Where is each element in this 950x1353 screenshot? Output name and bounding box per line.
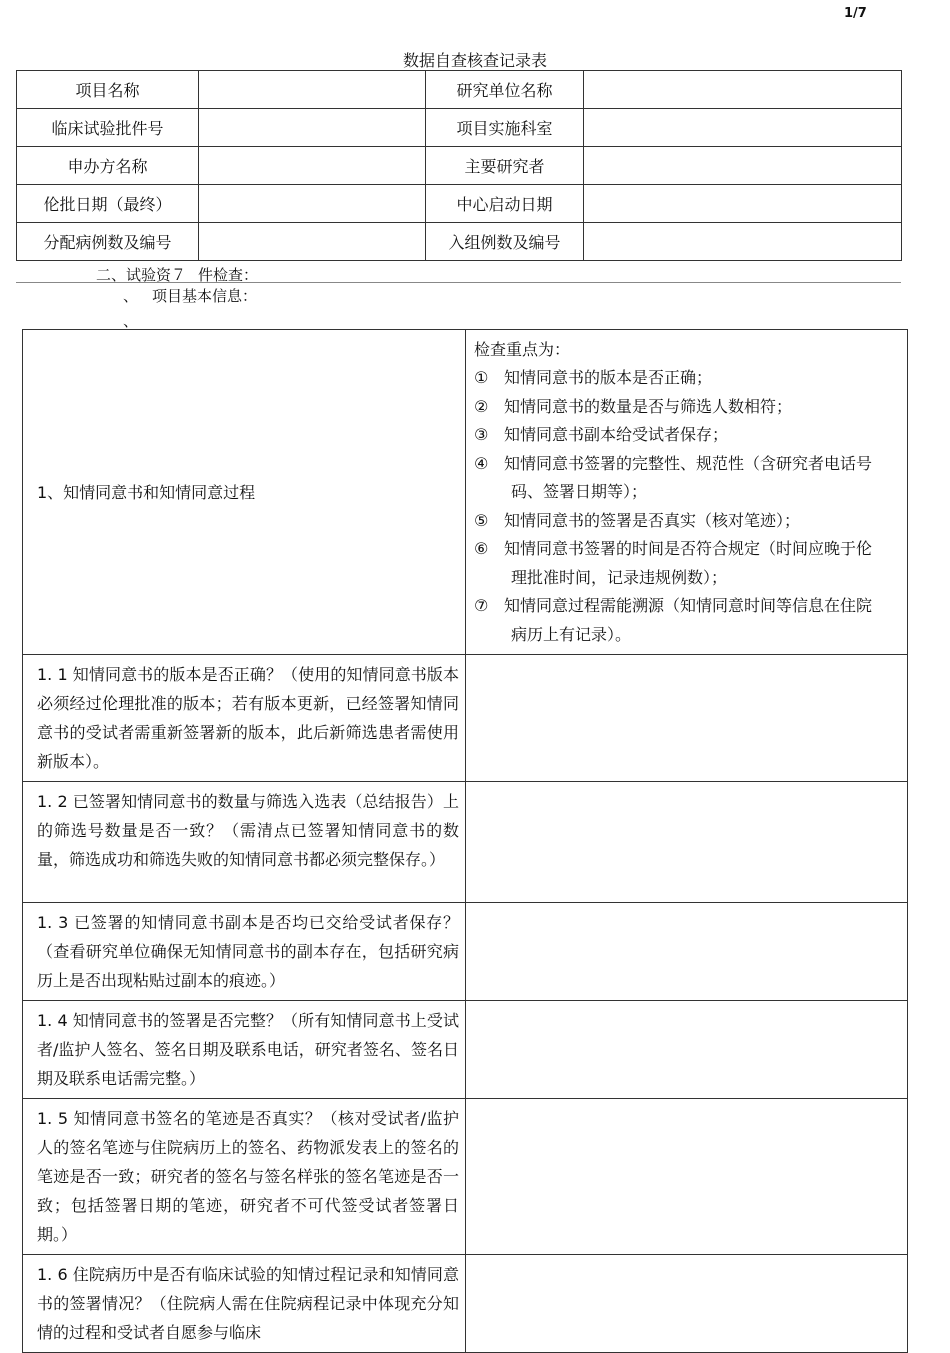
focus-text: 知情同意书的数量是否与筛选人数相符； — [504, 396, 793, 416]
focus-number: ② — [474, 396, 489, 416]
focus-number: ⑦ — [474, 596, 489, 615]
page-number: 1/7 — [844, 6, 867, 21]
focus-item — [474, 364, 901, 393]
list-mark: 、 — [123, 312, 139, 330]
info-label: 研究单位名称 — [426, 71, 584, 109]
focus-title: 检查重点为： — [474, 340, 571, 359]
info-row — [17, 109, 902, 147]
info-value-cell[interactable] — [584, 71, 902, 109]
check-item-title: 1、知情同意书和知情同意过程 — [23, 330, 466, 655]
info-row — [17, 147, 902, 185]
answer-cell[interactable] — [466, 655, 908, 782]
info-label: 申办方名称 — [17, 147, 199, 185]
focus-text: 知情同意书副本给受试者保存； — [504, 425, 729, 444]
section-divider — [16, 282, 901, 283]
answer-cell[interactable] — [466, 1001, 908, 1099]
focus-text-continued: 病历上有记录）。 — [511, 624, 632, 644]
info-value-cell[interactable] — [199, 223, 426, 261]
focus-number: ① — [474, 368, 489, 387]
info-label: 主要研究者 — [426, 147, 584, 185]
focus-text: 知情同意书签署的时间是否符合规定（时间应晚于伦 — [504, 539, 873, 558]
subsection-mark: 、 — [123, 287, 139, 305]
focus-number: ④ — [474, 453, 489, 473]
subsection-label: 项目基本信息： — [152, 287, 258, 305]
question-row — [23, 1099, 908, 1255]
focus-number: ③ — [474, 425, 489, 444]
focus-item — [474, 535, 901, 592]
info-label: 分配病例数及编号 — [17, 223, 199, 261]
info-value-cell[interactable] — [584, 147, 902, 185]
info-value-cell[interactable] — [199, 147, 426, 185]
focus-item — [474, 393, 901, 422]
info-label: 项目实施科室 — [426, 109, 584, 147]
checklist-header-row — [23, 330, 908, 655]
subsection-heading — [123, 285, 257, 306]
focus-text: 知情同意过程需能溯源（知情同意时间等信息在住院 — [504, 596, 873, 615]
project-info-table — [16, 70, 902, 261]
question-text: 1. 6 住院病历中是否有临床试验的知情过程记录和知情同意书的签署情况？（住院病人需在住院病程记录中体现充分知情的过程和受试者自愿参与临床 — [23, 1255, 466, 1353]
question-row — [23, 655, 908, 782]
focus-item — [474, 421, 901, 450]
document-title: 数据自查核查记录表 — [402, 51, 547, 70]
info-value-cell[interactable] — [199, 109, 426, 147]
focus-item — [474, 592, 901, 649]
info-label: 中心启动日期 — [426, 185, 584, 223]
answer-cell[interactable] — [466, 903, 908, 1001]
focus-text-continued: 码、签署日期等）； — [511, 482, 648, 501]
question-text: 1. 2 已签署知情同意书的数量与筛选入选表（总结报告）上的筛选号数量是否一致？（需清点已签署知情同意书的数量，筛选成功和筛选失败的知情同意书都必须完整保存。） — [23, 782, 466, 903]
info-value-cell[interactable] — [199, 185, 426, 223]
focus-text: 知情同意书的版本是否正确； — [504, 368, 713, 387]
section-heading-part1: 二、试验资７ — [96, 266, 187, 284]
question-text: 1. 1 知情同意书的版本是否正确？（使用的知情同意书版本必须经过伦理批准的版本；若有版本更新，已经签署知情同意书的受试者需重新签署新的版本，此后新筛选患者需使用新版本）。 — [23, 655, 466, 782]
info-value-cell[interactable] — [584, 185, 902, 223]
question-row — [23, 903, 908, 1001]
checklist-table — [22, 329, 908, 1353]
question-text: 1. 3 已签署的知情同意书副本是否均已交给受试者保存？（查看研究单位确保无知情同意书的副本存在，包括研究病历上是否出现粘贴过副本的痕迹。） — [23, 903, 466, 1001]
question-text: 1. 5 知情同意书签名的笔迹是否真实？（核对受试者/监护人的签名笔迹与住院病历上的签名、药物派发表上的签名的笔迹是否一致；研究者的签名与签名样张的签名笔迹是否一致；包括签署日期的笔迹，研究者不可代签受试者签署日期。） — [23, 1099, 466, 1255]
info-label: 项目名称 — [17, 71, 199, 109]
focus-item — [474, 450, 901, 507]
info-label: 入组例数及编号 — [426, 223, 584, 261]
question-row — [23, 1001, 908, 1099]
info-label: 临床试验批件号 — [17, 109, 199, 147]
question-text: 1. 4 知情同意书的签署是否完整？（所有知情同意书上受试者/监护人签名、签名日期及联系电话，研究者签名、签名日期及联系电话需完整。） — [23, 1001, 466, 1099]
question-row — [23, 782, 908, 903]
info-value-cell[interactable] — [584, 223, 902, 261]
info-value-cell[interactable] — [584, 109, 902, 147]
focus-number: ⑥ — [474, 539, 489, 558]
info-value-cell[interactable] — [199, 71, 426, 109]
focus-number: ⑤ — [474, 510, 489, 530]
answer-cell[interactable] — [466, 782, 908, 903]
focus-text-continued: 理批准时间，记录违规例数）； — [511, 567, 728, 587]
info-row — [17, 71, 902, 109]
answer-cell[interactable] — [466, 1255, 908, 1353]
section-heading-part2: 件检查： — [198, 266, 259, 284]
info-row — [17, 185, 902, 223]
focus-text: 知情同意书的签署是否真实（核对笔迹）； — [504, 510, 801, 530]
question-row — [23, 1255, 908, 1353]
answer-cell[interactable] — [466, 1099, 908, 1255]
info-label: 伦批日期（最终） — [17, 185, 199, 223]
focus-item — [474, 507, 901, 536]
info-row — [17, 223, 902, 261]
focus-text: 知情同意书签署的完整性、规范性（含研究者电话号 — [504, 453, 873, 473]
focus-points-cell — [466, 330, 908, 655]
